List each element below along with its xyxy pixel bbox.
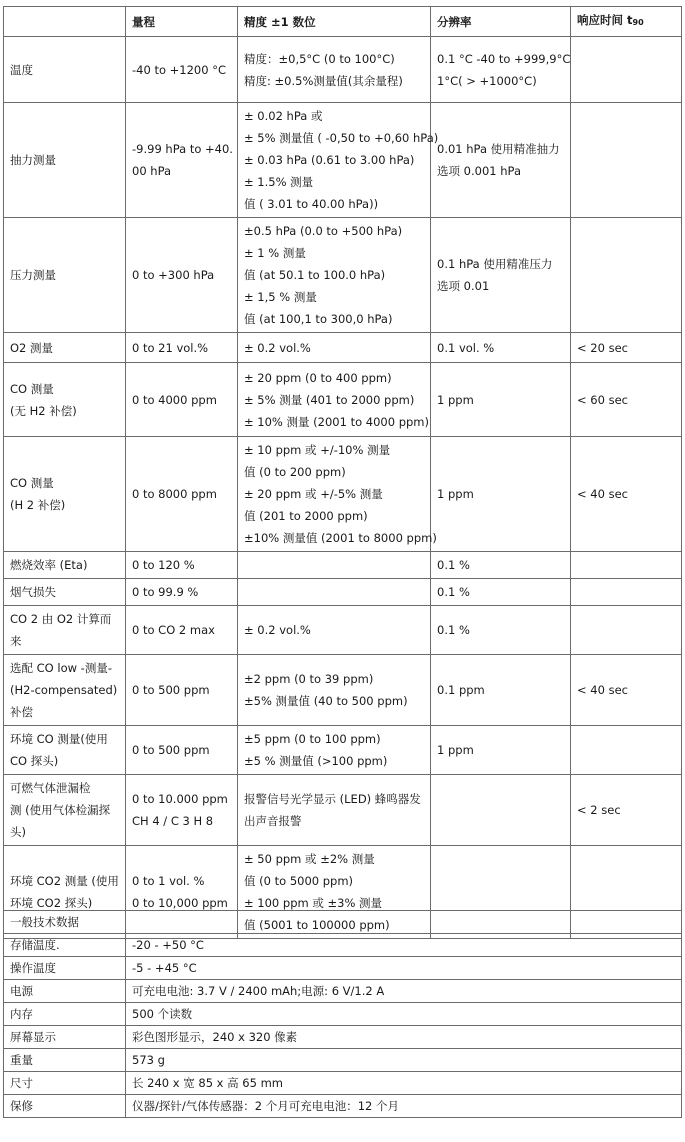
resolution-line: 0.1 %: [437, 558, 470, 572]
header-response-subscript: 90: [632, 18, 644, 27]
cell-range: [126, 655, 238, 726]
resolution-line: 0.1 ppm: [437, 683, 485, 697]
table-row: [4, 606, 682, 655]
range-line: -40 to +1200 °C: [132, 62, 226, 77]
param-line: (H 2 补偿): [10, 498, 66, 512]
table-row: [4, 218, 682, 333]
param-line: 烟气损失: [10, 585, 56, 599]
param-line: 环境 CO2 探头): [10, 896, 93, 910]
accuracy-line: ± 5% 测量 (401 to 2000 ppm): [244, 392, 415, 407]
accuracy-line: 精度: ±0.5%测量值(其余量程): [244, 73, 403, 88]
range-line: -9.99 hPa to +40.: [132, 142, 233, 156]
range-line: 0 to 99.9 %: [132, 585, 199, 599]
accuracy-line: ±5 ppm (0 to 100 ppm): [244, 732, 381, 746]
accuracy-line: ± 0.03 hPa (0.61 to 3.00 hPa): [244, 153, 415, 167]
resolution-line: 0.1 hPa 使用精准压力: [437, 257, 553, 271]
cell-param: [4, 363, 126, 437]
accuracy-line: ± 20 ppm 或 +/-5% 测量: [244, 487, 383, 501]
general-title: 一般技术数据: [4, 911, 682, 934]
resolution-line: 选项 0.01: [437, 279, 490, 293]
general-label: 存储温度.: [4, 934, 126, 957]
accuracy-line: ± 1 % 测量: [244, 246, 306, 260]
cell-response: [571, 103, 682, 218]
header-resolution: 分辨率: [431, 7, 571, 37]
cell-param: [4, 606, 126, 655]
accuracy-line: ± 0.02 hPa 或: [244, 109, 323, 123]
cell-accuracy: [238, 552, 431, 579]
table-row: [4, 552, 682, 579]
cell-resolution: [431, 437, 571, 552]
accuracy-line: ±2 ppm (0 to 39 ppm): [244, 672, 374, 686]
cell-accuracy: [238, 726, 431, 775]
general-value: 可充电电池: 3.7 V / 2400 mAh;电源: 6 V/1.2 A: [126, 980, 682, 1003]
general-value: 仪器/探针/气体传感器：2 个月可充电电池：12 个月: [126, 1095, 682, 1118]
cell-accuracy: [238, 218, 431, 333]
accuracy-line: 值 (0 to 5000 ppm): [244, 874, 354, 888]
cell-range: [126, 775, 238, 846]
accuracy-line: ± 10% 测量 (2001 to 4000 ppm): [244, 414, 429, 429]
cell-accuracy: [238, 579, 431, 606]
param-line: CO 测量: [10, 381, 54, 396]
general-value: 573 g: [126, 1049, 682, 1072]
cell-resolution: [431, 655, 571, 726]
general-row: [4, 980, 682, 1003]
cell-param: [4, 437, 126, 552]
response-line: < 20 sec: [577, 340, 628, 355]
param-line: 来: [10, 634, 22, 648]
param-line: CO 探头): [10, 754, 59, 768]
param-line: (无 H2 补偿): [10, 403, 77, 418]
resolution-line: 0.1 °C -40 to +999,9°C: [437, 51, 571, 66]
cell-param: [4, 333, 126, 363]
cell-resolution: [431, 218, 571, 333]
resolution-line: 选项 0.001 hPa: [437, 164, 521, 178]
accuracy-line: 值 (201 to 2000 ppm): [244, 509, 368, 523]
cell-range: [126, 579, 238, 606]
cell-range: [126, 606, 238, 655]
table-row: [4, 37, 682, 103]
cell-param: [4, 726, 126, 775]
cell-param: [4, 552, 126, 579]
range-line: 0 to 21 vol.%: [132, 340, 209, 355]
accuracy-line: 报警信号光学显示 (LED) 蜂鸣器发: [244, 792, 421, 806]
param-line: 温度: [10, 62, 33, 77]
resolution-line: 0.1 %: [437, 585, 470, 599]
general-label: 保修: [4, 1095, 126, 1118]
cell-param: [4, 579, 126, 606]
range-line: 0 to 4000 ppm: [132, 392, 217, 407]
cell-accuracy: [238, 606, 431, 655]
resolution-line: 1 ppm: [437, 743, 474, 757]
cell-range: [126, 37, 238, 103]
accuracy-line: ± 50 ppm 或 ±2% 测量: [244, 852, 375, 866]
cell-response: [571, 726, 682, 775]
cell-response: [571, 218, 682, 333]
param-line: CO 测量: [10, 476, 54, 490]
general-row: [4, 957, 682, 980]
param-line: CO 2 由 O2 计算而: [10, 612, 112, 626]
general-label: 内存: [4, 1003, 126, 1026]
general-label: 操作温度: [4, 957, 126, 980]
cell-param: [4, 655, 126, 726]
cell-response: [571, 655, 682, 726]
cell-resolution: [431, 333, 571, 363]
accuracy-line: ± 1.5% 测量: [244, 175, 314, 189]
general-label: 尺寸: [4, 1072, 126, 1095]
cell-response: [571, 606, 682, 655]
response-line: < 40 sec: [577, 683, 628, 697]
header-response-label: 响应时间 t: [577, 13, 633, 27]
cell-response: [571, 579, 682, 606]
general-row: [4, 1049, 682, 1072]
cell-range: [126, 552, 238, 579]
param-line: 可燃气体泄漏检: [10, 781, 91, 795]
accuracy-line: ± 20 ppm (0 to 400 ppm): [244, 370, 392, 385]
cell-resolution: [431, 103, 571, 218]
cell-param: [4, 103, 126, 218]
table-row: [4, 775, 682, 846]
resolution-line: 1 ppm: [437, 392, 474, 407]
param-line: 抽力测量: [10, 153, 56, 167]
response-line: < 40 sec: [577, 487, 628, 501]
cell-response: [571, 552, 682, 579]
cell-range: [126, 218, 238, 333]
param-line: O2 测量: [10, 340, 54, 355]
cell-accuracy: [238, 333, 431, 363]
cell-range: [126, 726, 238, 775]
cell-resolution: [431, 606, 571, 655]
general-row: [4, 1026, 682, 1049]
response-line: < 60 sec: [577, 392, 628, 407]
accuracy-line: 值 (at 100,1 to 300,0 hPa): [244, 312, 393, 326]
accuracy-line: ± 0.2 vol.%: [244, 340, 311, 355]
cell-accuracy: [238, 103, 439, 218]
table-row: [4, 437, 682, 552]
cell-range: [126, 363, 238, 437]
general-value: -5 - +45 °C: [126, 957, 682, 980]
accuracy-line: ± 10 ppm 或 +/-10% 测量: [244, 443, 391, 457]
resolution-line: 1 ppm: [437, 487, 474, 501]
specifications-table: [3, 6, 682, 939]
cell-accuracy: [238, 363, 431, 437]
range-line: 0 to 500 ppm: [132, 683, 210, 697]
param-line: 环境 CO 测量(使用: [10, 732, 108, 746]
accuracy-line: ± 5% 测量值 ( -0,50 to +0,60 hPa): [244, 131, 439, 145]
general-row: [4, 1095, 682, 1118]
accuracy-line: ± 0.2 vol.%: [244, 623, 311, 637]
cell-resolution: [431, 552, 571, 579]
general-label: 屏幕显示: [4, 1026, 126, 1049]
general-title-row: [4, 911, 682, 934]
general-value: 500 个读数: [126, 1003, 682, 1026]
cell-range: [126, 103, 238, 218]
resolution-line: 0.1 vol. %: [437, 340, 495, 355]
param-line: (H2-compensated): [10, 683, 118, 697]
param-line: 头): [10, 825, 26, 839]
response-line: < 2 sec: [577, 803, 621, 817]
accuracy-line: 值 (0 to 200 ppm): [244, 465, 346, 479]
range-line: 0 to CO 2 max: [132, 623, 215, 637]
cell-range: [126, 333, 238, 363]
cell-accuracy: [238, 37, 431, 103]
range-line: 00 hPa: [132, 164, 172, 178]
general-row: [4, 1072, 682, 1095]
param-line: 测 (使用气体检漏探: [10, 803, 111, 817]
range-line: 0 to 8000 ppm: [132, 487, 217, 501]
cell-accuracy: [238, 437, 437, 552]
param-line: 环境 CO2 测量 (使用: [10, 874, 119, 888]
table-header-row: [4, 7, 682, 37]
table-row: [4, 363, 682, 437]
table-row: [4, 103, 682, 218]
cell-accuracy: [238, 655, 431, 726]
header-response-time: [571, 7, 682, 37]
accuracy-line: ±5% 测量值 (40 to 500 ppm): [244, 694, 408, 708]
range-line: CH 4 / C 3 H 8: [132, 814, 214, 828]
range-line: 0 to 120 %: [132, 558, 195, 572]
cell-param: [4, 775, 126, 846]
param-line: 选配 CO low -测量-: [10, 661, 112, 675]
resolution-line: 0.01 hPa 使用精准抽力: [437, 142, 560, 156]
table-row: [4, 655, 682, 726]
general-technical-data-table: [3, 910, 682, 1118]
accuracy-line: ±0.5 hPa (0.0 to +500 hPa): [244, 224, 403, 238]
cell-response: [571, 333, 682, 363]
accuracy-line: 精度：±0,5°C (0 to 100°C): [244, 51, 395, 66]
accuracy-line: 值 (5001 to 100000 ppm): [244, 918, 390, 932]
header-parameter: [4, 7, 126, 37]
header-range: 量程: [126, 7, 238, 37]
table-row: [4, 726, 682, 775]
table-row: [4, 333, 682, 363]
cell-resolution: [431, 726, 571, 775]
cell-response: [571, 363, 682, 437]
accuracy-line: 出声音报警: [244, 814, 302, 828]
general-label: 重量: [4, 1049, 126, 1072]
general-row: [4, 934, 682, 957]
table-row: [4, 579, 682, 606]
general-row: [4, 1003, 682, 1026]
cell-resolution: [431, 775, 571, 846]
general-value: 长 240 x 宽 85 x 高 65 mm: [126, 1072, 682, 1095]
cell-response: [571, 437, 682, 552]
general-value: -20 - +50 °C: [126, 934, 682, 957]
param-line: 燃烧效率 (Eta): [10, 558, 88, 572]
resolution-line: 0.1 %: [437, 623, 470, 637]
cell-response: [571, 775, 682, 846]
accuracy-line: ±5 % 测量值 (>100 ppm): [244, 754, 388, 768]
resolution-line: 1°C( > +1000°C): [437, 73, 537, 88]
cell-resolution: [431, 363, 571, 437]
accuracy-line: ± 100 ppm 或 ±3% 测量: [244, 896, 383, 910]
header-accuracy: 精度 ±1 数位: [238, 7, 431, 37]
cell-param: [4, 218, 126, 333]
cell-param: [4, 37, 126, 103]
cell-range: [126, 437, 238, 552]
cell-accuracy: [238, 775, 431, 846]
param-line: 压力测量: [10, 268, 56, 282]
accuracy-line: 值 (at 50.1 to 100.0 hPa): [244, 268, 386, 282]
accuracy-line: 值 ( 3.01 to 40.00 hPa)): [244, 197, 379, 211]
range-line: 0 to 1 vol. %: [132, 874, 205, 888]
accuracy-line: ±10% 测量值 (2001 to 8000 ppm): [244, 531, 437, 545]
range-line: 0 to 500 ppm: [132, 743, 210, 757]
range-line: 0 to 10,000 ppm: [132, 896, 228, 910]
general-label: 电源: [4, 980, 126, 1003]
cell-resolution: [431, 579, 571, 606]
cell-response: [571, 37, 682, 103]
range-line: 0 to 10.000 ppm: [132, 792, 228, 806]
range-line: 0 to +300 hPa: [132, 268, 215, 282]
cell-resolution: [431, 37, 571, 103]
general-value: 彩色图形显示，240 x 320 像素: [126, 1026, 682, 1049]
param-line: 补偿: [10, 705, 33, 719]
accuracy-line: ± 1,5 % 测量: [244, 290, 317, 304]
